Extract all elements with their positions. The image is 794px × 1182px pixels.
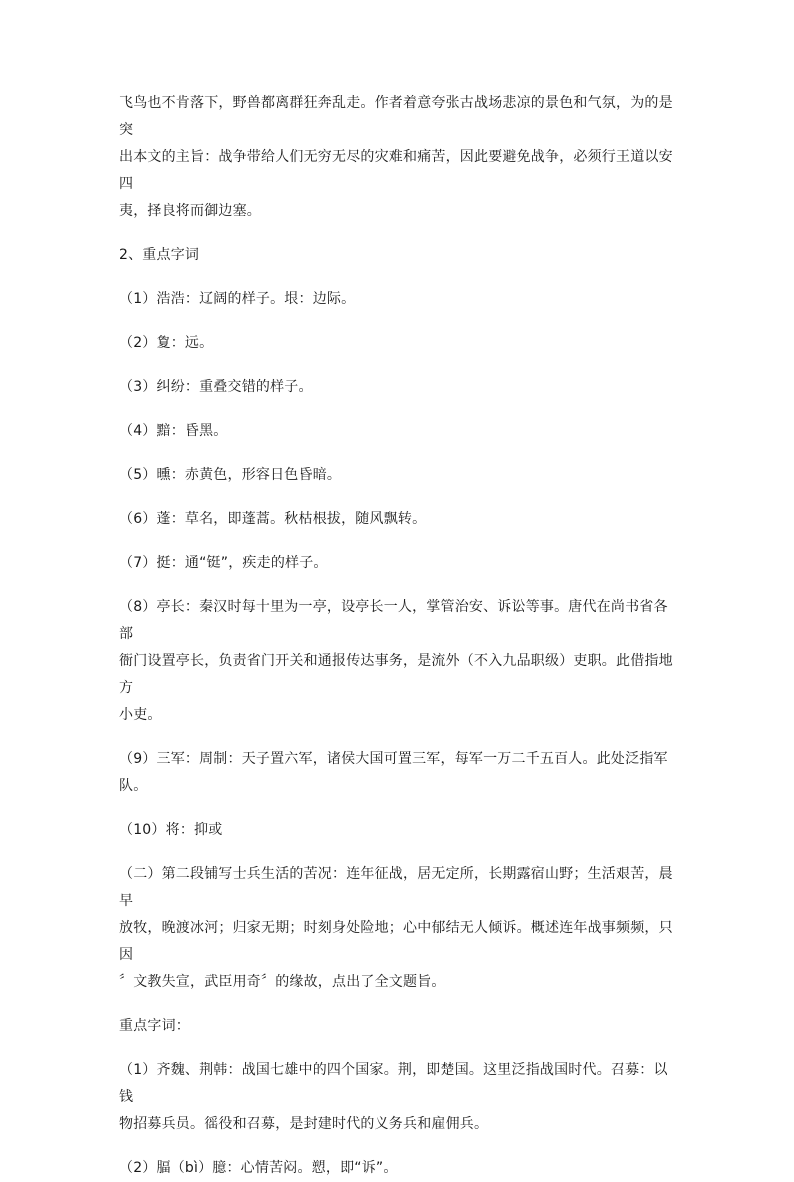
paragraph-10 bbox=[119, 594, 679, 729]
text-line: （3）纠纷：重叠交错的样子。 bbox=[119, 379, 313, 395]
paragraph-5 bbox=[119, 374, 679, 401]
text-line: （1）浩浩：辽阔的样子。垠：边际。 bbox=[119, 291, 356, 307]
paragraph-4 bbox=[119, 330, 679, 357]
document-body bbox=[119, 90, 679, 1182]
text-line: （7）挺：通“铤”，疾走的样子。 bbox=[119, 555, 328, 571]
text-line: （4）黯：昏黑。 bbox=[119, 423, 228, 439]
paragraph-1 bbox=[119, 90, 679, 225]
paragraph-16 bbox=[119, 1155, 679, 1182]
text-line: （2）夐：远。 bbox=[119, 335, 214, 351]
paragraph-13 bbox=[119, 861, 679, 996]
paragraph-8 bbox=[119, 506, 679, 533]
paragraph-3 bbox=[119, 286, 679, 313]
text-line: 飞鸟也不肯落下，野兽都离群狂奔乱走。作者着意夸张古战场悲凉的景色和气氛，为的是突 bbox=[119, 95, 673, 138]
text-line: 放牧，晚渡冰河；归家无期；时刻身处险地；心中郁结无人倾诉。概述连年战事频频，只因 bbox=[119, 920, 673, 963]
text-line: （10）将：抑或 bbox=[119, 822, 223, 838]
text-line: （1）齐魏、荆韩：战国七雄中的四个国家。荆，即楚国。这里泛指战国时代。召募：以钱 bbox=[119, 1062, 668, 1105]
text-line: （9）三军：周制：天子置六军，诸侯大国可置三军，每军一万二千五百人。此处泛指军队。 bbox=[119, 751, 668, 794]
paragraph-11 bbox=[119, 746, 679, 800]
text-line: 出本文的主旨：战争带给人们无穷无尽的灾难和痛苦，因此要避免战争，必须行王道以安四 bbox=[119, 149, 673, 192]
text-line: 重点字词： bbox=[119, 1018, 190, 1034]
paragraph-14 bbox=[119, 1013, 679, 1040]
text-line: （2）腷（bì）臆：心情苦闷。愬，即“诉”。 bbox=[119, 1160, 398, 1176]
text-line: 夷，择良将而御边塞。 bbox=[119, 203, 261, 219]
text-line: 物招募兵员。徭役和召募，是封建时代的义务兵和雇佣兵。 bbox=[119, 1116, 489, 1132]
paragraph-15 bbox=[119, 1057, 679, 1138]
text-line: （5）曛：赤黄色，形容日色昏暗。 bbox=[119, 467, 342, 483]
paragraph-12 bbox=[119, 817, 679, 844]
paragraph-6 bbox=[119, 418, 679, 445]
text-line: 2、重点字词 bbox=[119, 247, 200, 263]
paragraph-9 bbox=[119, 550, 679, 577]
text-line: （二）第二段铺写士兵生活的苦况：连年征战，居无定所，长期露宿山野；生活艰苦，晨早 bbox=[119, 866, 673, 909]
text-line: 〞文教失宣，武臣用奇〞的缘故，点出了全文题旨。 bbox=[119, 974, 446, 990]
paragraph-7 bbox=[119, 462, 679, 489]
paragraph-2 bbox=[119, 242, 679, 269]
text-line: （6）蓬：草名，即蓬蒿。秋枯根拔，随风飘转。 bbox=[119, 511, 427, 527]
text-line: 衙门设置亭长，负责省门开关和通报传达事务，是流外（不入九品职级）吏职。此借指地方 bbox=[119, 653, 673, 696]
text-line: （8）亭长：秦汉时每十里为一亭，设亭长一人，掌管治安、诉讼等事。唐代在尚书省各部 bbox=[119, 599, 668, 642]
text-line: 小吏。 bbox=[119, 707, 162, 723]
